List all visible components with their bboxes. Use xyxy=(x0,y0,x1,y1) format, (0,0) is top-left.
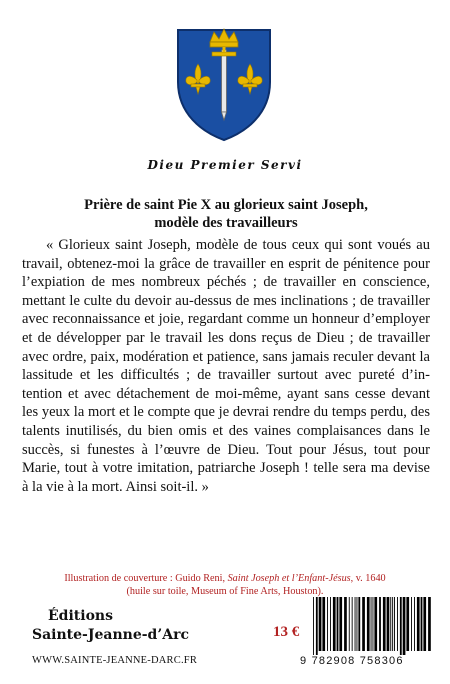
credit-suffix: , v. 1640 xyxy=(350,573,386,584)
credit-artwork-title: Saint Joseph et l’Enfant-Jésus xyxy=(227,573,351,584)
motto: Dieu Premier Servi xyxy=(147,158,303,172)
coat-of-arms-icon xyxy=(174,24,274,142)
title-line-1: Prière de saint Pie X au glorieux saint Joseph, xyxy=(84,197,368,213)
price: 13 € xyxy=(273,624,300,640)
credit-prefix: Illustration de couverture : Guido Reni, xyxy=(64,573,228,584)
credit-line-2: (huile sur toile, Museum of Fine Arts, Houston). xyxy=(126,586,324,597)
publisher-line-2: Sainte-Jeanne-d’Arc xyxy=(32,627,189,643)
isbn-number: 9 782908 758306 xyxy=(300,655,404,667)
barcode-icon xyxy=(311,597,432,655)
prayer-text: « Glorieux saint Joseph, modèle de tous ceux qui sont voués au travail, obtenez-moi la grâce de travailler en esprit de pénitence pour l’expiation de mes nombreux péchés ; de travailler en conscience, mettant le culte du devoir au-dessus de mes inclinations ; de travailler avec reconnaissance et joie, regardant comme un honneur d’employer et de développer par le travail les dons reçus de Dieu ; de travailler avec ordre, paix, modération et patience, sans jamais reculer devant la lassitude et les difficultés ; de travailler surtout avec pureté d’in-tention et avec détachement de moi-même, ayant sans cesse devant les yeux la mort et le compte que je devrai rendre du temps perdu, des talents inutilisés, du bien omis et des vaines complaisances dans le succès, si funestes à l’œuvre de Dieu. Tout pour Jésus, tout pour Marie, tout à votre imitation, patriarche Joseph ! telle sera ma devise à la vie à la mort. Ainsi soit-il. » xyxy=(22,237,430,495)
prayer-title xyxy=(40,196,412,232)
cover-illustration-credit xyxy=(20,572,430,598)
website-url: WWW.SAINTE-JEANNE-DARC.FR xyxy=(32,655,198,666)
title-line-2: modèle des travailleurs xyxy=(154,215,298,231)
publisher-line-1: Éditions xyxy=(48,608,113,624)
credit-line-1 xyxy=(20,572,430,585)
publisher-name xyxy=(32,607,189,645)
